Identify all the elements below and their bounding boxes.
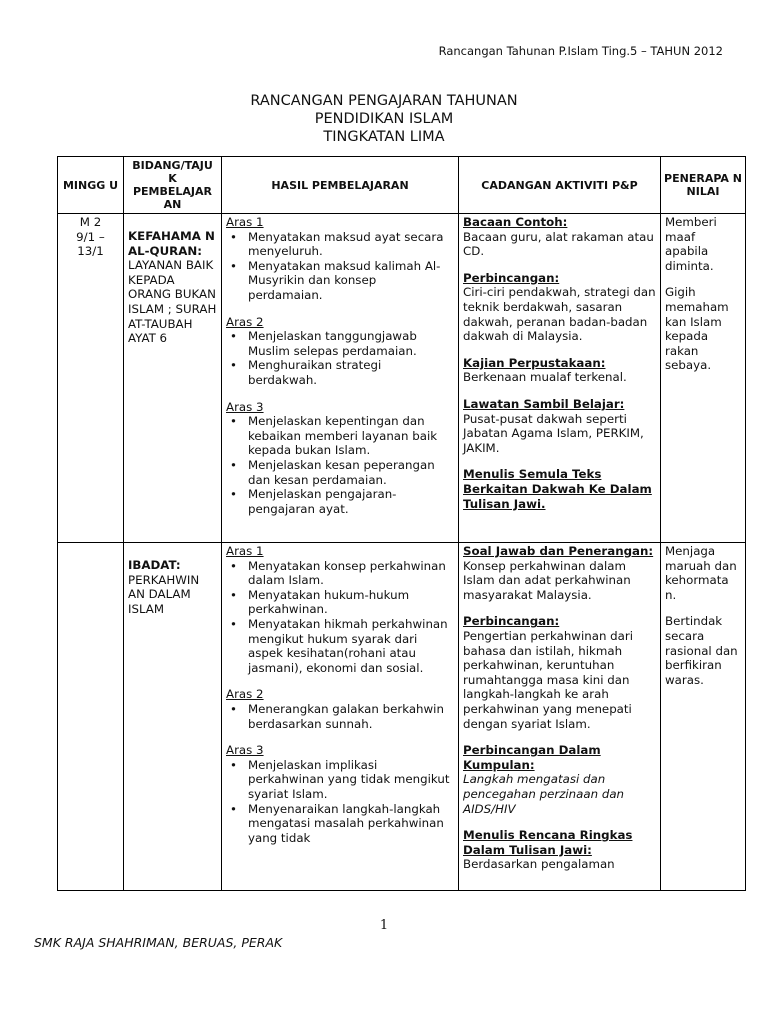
- outcome-item: • Menyatakan hukum-hukum perkahwinan.: [248, 588, 454, 617]
- topic-title: LAYANAN BAIK KEPADA ORANG BUKAN ISLAM ; SURAH AT-TAUBAH AYAT 6: [128, 258, 217, 346]
- running-header: Rancangan Tahunan P.Islam Ting.5 – TAHUN 2012: [438, 44, 723, 58]
- activity-heading: Perbincangan:: [463, 614, 560, 629]
- page-number: 1: [379, 918, 389, 933]
- values-cell: [661, 543, 746, 891]
- table-row: [58, 214, 746, 543]
- activity-text: Berkenaan mualaf terkenal.: [463, 370, 627, 385]
- topic-cell: [124, 214, 222, 543]
- learning-outcomes-cell: [222, 214, 459, 543]
- activity-heading: Bacaan Contoh:: [463, 215, 568, 229]
- activities-cell: [459, 214, 661, 543]
- value-item: Memberi maaf apabila diminta.: [665, 215, 717, 273]
- value-item: Bertindak secara rasional dan berfikiran waras.: [665, 614, 738, 687]
- outcome-list: [226, 702, 454, 731]
- topic-area: IBADAT:: [128, 558, 181, 572]
- activity-heading: Perbincangan Dalam Kumpulan:: [463, 743, 601, 772]
- activity-heading: Soal Jawab dan Penerangan:: [463, 544, 654, 558]
- activity-heading: Lawatan Sambil Belajar:: [463, 396, 625, 411]
- activity-text: Berdasarkan pengalaman: [463, 857, 615, 872]
- values-cell: [661, 214, 746, 543]
- outcome-item: • Menjelaskan implikasi perkahwinan yang tidak mengikut syariat Islam.: [248, 758, 454, 802]
- title-line-2: PENDIDIKAN ISLAM: [314, 111, 454, 127]
- outcome-list: [226, 230, 454, 303]
- outcome-item: • Menyatakan maksud ayat secara menyeluruh.: [248, 230, 454, 259]
- activities-cell: [459, 543, 661, 891]
- activity-text: Ciri-ciri pendakwah, strategi dan teknik berdakwah, sasaran dakwah, peranan badan-badan dakwah di Malaysia.: [463, 285, 656, 344]
- title-line-1: RANCANGAN PENGAJARAN TAHUNAN: [250, 93, 518, 109]
- activity-heading: Kajian Perpustakaan:: [463, 355, 606, 370]
- activity-heading: Menulis Semula Teks Berkaitan Dakwah Ke Dalam Tulisan Jawi.: [463, 467, 652, 511]
- value-item: Menjaga maruah dan kehormata n.: [665, 544, 737, 602]
- plan-table: [57, 156, 746, 891]
- outcome-list: [226, 758, 454, 846]
- level-label: Aras 3: [226, 743, 264, 758]
- document-title: [0, 92, 768, 146]
- outcome-item: • Menerangkan galakan berkahwin berdasarkan sunnah.: [248, 702, 454, 731]
- outcome-item: • Menjelaskan kesan peperangan dan kesan perdamaian.: [248, 458, 454, 487]
- topic-area: KEFAHAMA N AL-QURAN:: [128, 229, 215, 258]
- outcome-list: [226, 414, 454, 516]
- value-item: Gigih memaham kan Islam kepada rakan sebaya.: [665, 285, 729, 373]
- level-label: Aras 1: [226, 544, 264, 558]
- activity-text: Bacaan guru, alat rakaman atau CD.: [463, 229, 654, 259]
- outcome-item: • Menyatakan hikmah perkahwinan mengikut hukum syarak dari aspek kesihatan(rohani atau jasmani), ekonomi dan sosial.: [248, 617, 454, 675]
- activity-text: Konsep perkahwinan dalam Islam dan adat perkahwinan masyarakat Malaysia.: [463, 558, 631, 602]
- table-row: [58, 543, 746, 891]
- col-header-bidang: BIDANG/TAJU K PEMBELAJAR AN: [124, 157, 222, 214]
- title-line-3: TINGKATAN LIMA: [323, 129, 445, 145]
- table-header-row: [58, 157, 746, 214]
- col-header-nilai: PENERAPA N NILAI: [661, 157, 746, 214]
- col-header-aktiviti: CADANGAN AKTIVITI P&P: [459, 157, 661, 214]
- outcome-item: • Menyenaraikan langkah-langkah mengatasi masalah perkahwinan yang tidak: [248, 802, 454, 846]
- week-cell: [58, 214, 124, 543]
- topic-cell: [124, 543, 222, 891]
- outcome-item: • Menyatakan maksud kalimah Al-Musyrikin dan konsep perdamaian.: [248, 259, 454, 303]
- outcome-item: • Menghuraikan strategi berdakwah.: [248, 358, 454, 387]
- outcome-item: • Menjelaskan kepentingan dan kebaikan memberi layanan baik kepada bukan Islam.: [248, 414, 454, 458]
- week-dates: 9/1 – 13/1: [76, 229, 105, 259]
- col-header-minggu: MINGG U: [58, 157, 124, 214]
- activity-text: Pengertian perkahwinan dari bahasa dan istilah, hikmah perkahwinan, keruntuhan rumahtangga masa kini dan langkah-langkah ke arah perkahwinan yang menepati dengan syariat Islam.: [463, 628, 634, 731]
- activity-heading: Perbincangan:: [463, 270, 560, 285]
- level-label: Aras 3: [226, 399, 264, 414]
- level-label: Aras 2: [226, 314, 264, 329]
- activity-heading: Menulis Rencana Ringkas Dalam Tulisan Jawi:: [463, 828, 633, 857]
- col-header-hasil: HASIL PEMBELAJARAN: [222, 157, 459, 214]
- week-number: M 2: [79, 215, 102, 229]
- outcome-list: [226, 329, 454, 387]
- level-label: Aras 1: [226, 215, 264, 229]
- level-label: Aras 2: [226, 687, 264, 702]
- activity-text: Langkah mengatasi dan pencegahan perzinaan dan AIDS/HIV: [463, 772, 625, 816]
- week-cell: [58, 543, 124, 891]
- outcome-item: • Menjelaskan pengajaran-pengajaran ayat.: [248, 487, 454, 516]
- topic-title: PERKAHWIN AN DALAM ISLAM: [128, 572, 200, 616]
- outcome-item: • Menjelaskan tanggungjawab Muslim selepas perdamaian.: [248, 329, 454, 358]
- outcome-list: [226, 559, 454, 676]
- learning-outcomes-cell: [222, 543, 459, 891]
- activity-text: Pusat-pusat dakwah seperti Jabatan Agama Islam, PERKIM, JAKIM.: [463, 411, 644, 455]
- school-footer: SMK RAJA SHAHRIMAN, BERUAS, PERAK: [34, 935, 283, 950]
- outcome-item: • Menyatakan konsep perkahwinan dalam Islam.: [248, 559, 454, 588]
